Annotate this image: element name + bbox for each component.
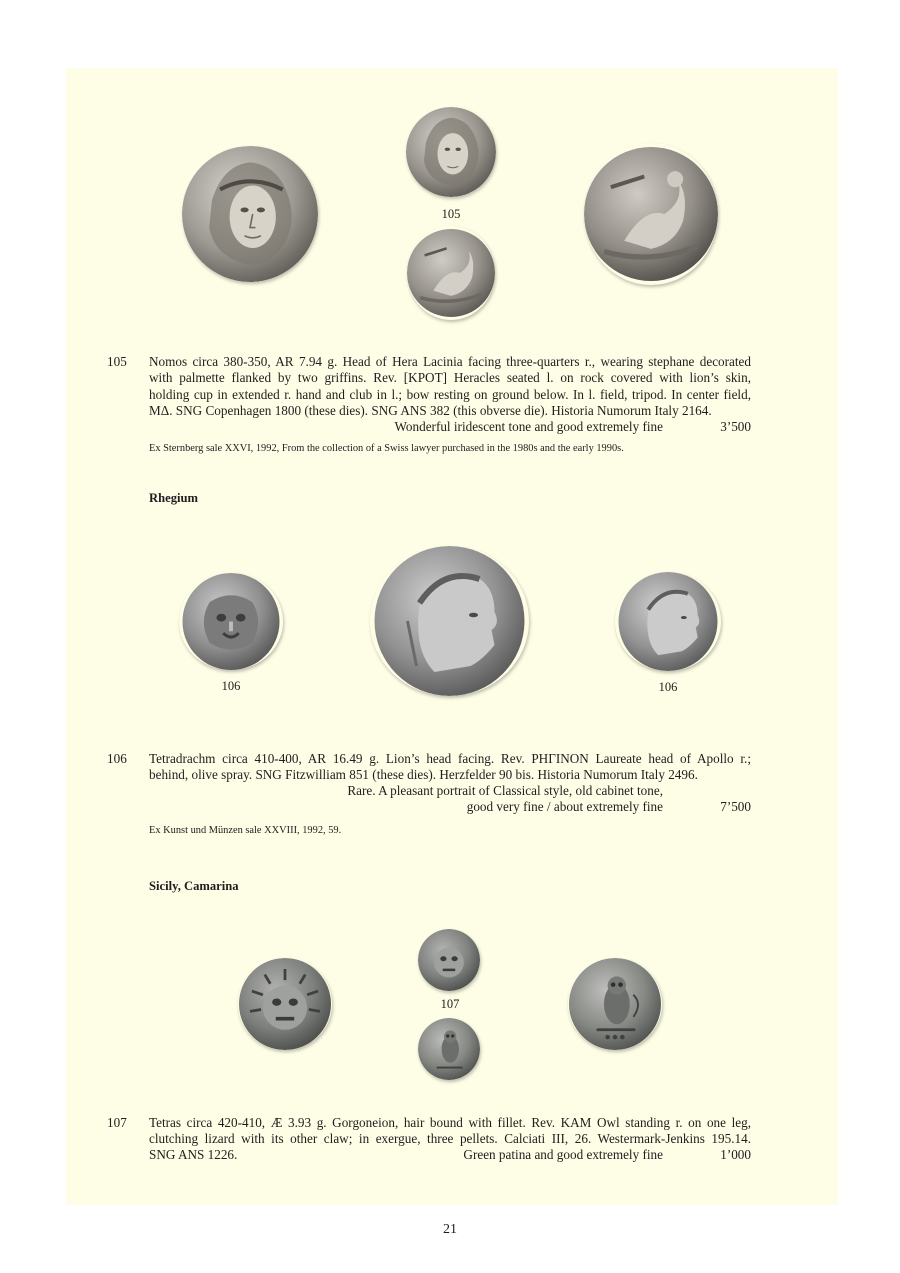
lot-105-desc-line: ΜΔ. SNG Copenhagen 1800 (these dies). SNG ANS 382 (this obverse die). Historia Numorum Italy 2164. — [149, 403, 712, 419]
section-heading-sicily-camarina: Sicily, Camarina — [149, 879, 239, 893]
lot-105-provenance: Ex Sternberg sale XXVI, 1992, From the collection of a Swiss lawyer purchased in the 1980s and the early 1990s. — [149, 443, 624, 454]
lot-107-desc-line: clutching lizard with its other claw; in exergue, three pellets. Calciati III, 26. Westermark-Jenkins 195.14. — [149, 1131, 751, 1147]
lot-106-estimate: 7’500 — [720, 799, 751, 814]
page-number: 21 — [443, 1222, 457, 1237]
lot-105-reverse-large-image — [584, 143, 718, 285]
lot-105-reverse-small-image — [407, 226, 495, 320]
lot-106-desc-line: Tetradrachm circa 410-400, AR 16.49 g. Lion’s head facing. Rev. ΡΗΓΙΝΟΝ Laureate head of Apollo r.; — [149, 751, 751, 766]
lot-106-image-label-right: 106 — [658, 680, 678, 694]
lot-105-obverse-small-image — [406, 107, 496, 197]
lot-106-image-label-left: 106 — [221, 679, 241, 693]
lot-105-desc-line: holding cup in extended r. hand and club in l.; bow resting on ground below. In l. field, tripod. In center field, — [149, 386, 751, 402]
lot-105-image-label: 105 — [441, 207, 461, 221]
lot-106-provenance: Ex Kunst und Münzen sale XXVIII, 1992, 59. — [149, 825, 342, 836]
lot-106-obverse-image — [179, 573, 283, 670]
lot-105-obverse-large-image — [182, 146, 318, 282]
lot-106-number: 106 — [107, 751, 127, 766]
section-heading-rhegium: Rhegium — [149, 491, 198, 505]
lot-106-description — [149, 751, 751, 784]
lot-106-condition-line-1: Rare. A pleasant portrait of Classical style, old cabinet tone, — [347, 783, 663, 798]
lot-105-desc-line: with palmette flanked by two griffins. Rev. [ΚΡΟΤ] Heracles seated l. on rock covered with lion’s skin, — [149, 370, 751, 386]
lot-106-reverse-small-image — [615, 572, 721, 671]
lot-107-estimate: 1’000 — [720, 1147, 751, 1162]
lot-106-condition-line-2: good very fine / about extremely fine — [466, 799, 663, 814]
lot-105-estimate: 3’500 — [720, 419, 751, 434]
lot-107-obverse-small-image — [418, 929, 480, 991]
lot-105-description — [149, 354, 751, 420]
lot-107-desc-line: Tetras circa 420-410, Æ 3.93 g. Gorgoneion, hair bound with fillet. Rev. ΚΑΜ Owl standing r. on one leg, — [149, 1115, 751, 1130]
lot-107-condition: Green patina and good extremely fine — [463, 1147, 663, 1162]
lot-107-reverse-small-image — [418, 1018, 480, 1080]
lot-107-image-label: 107 — [440, 997, 460, 1011]
lot-105-condition: Wonderful iridescent tone and good extremely fine — [394, 419, 663, 434]
lot-105-number: 105 — [107, 354, 127, 369]
lot-107-obverse-large-image — [238, 958, 332, 1050]
lot-107-reference: SNG ANS 1226. — [149, 1147, 238, 1162]
lot-107-reverse-large-image — [568, 958, 662, 1050]
lot-106-reverse-large-image — [370, 546, 529, 696]
lot-105-desc-line: Nomos circa 380-350, AR 7.94 g. Head of Hera Lacinia facing three-quarters r., wearing stephane decorated — [149, 354, 751, 369]
lot-107-description — [149, 1115, 751, 1148]
lot-107-number: 107 — [107, 1115, 127, 1130]
lot-106-desc-line: behind, olive spray. SNG Fitzwilliam 851 (these dies). Herzfelder 90 bis. Historia Numorum Italy 2496. — [149, 767, 698, 783]
